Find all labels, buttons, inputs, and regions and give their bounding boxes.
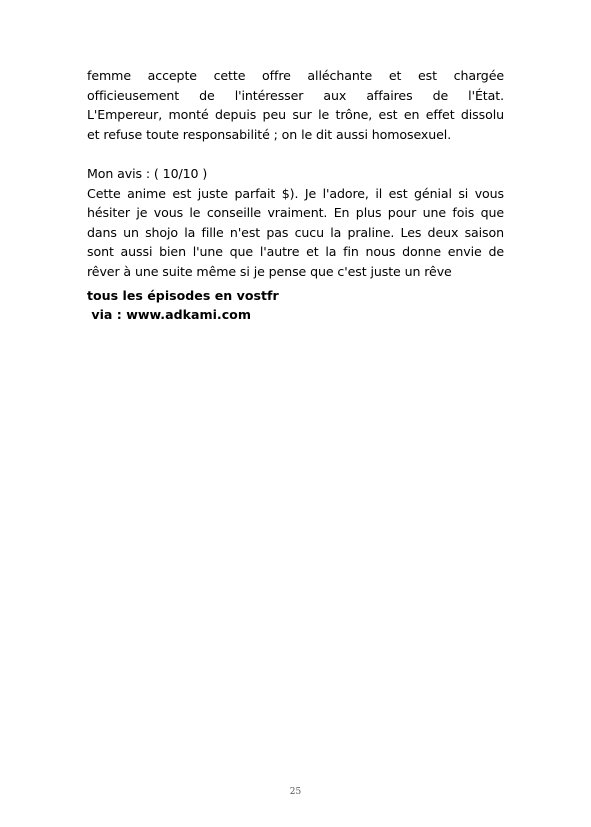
- synopsis-line: et refuse toute responsabilité ; on le dit aussi homosexuel.: [87, 126, 452, 142]
- page-content: [87, 66, 504, 325]
- opinion-line: hésiter je vous le conseille vraiment. En plus pour une fois que: [87, 205, 504, 221]
- source-link-line[interactable]: via : www.adkami.com: [87, 307, 251, 323]
- synopsis-line: femme accepte cette offre alléchante et est chargée: [87, 68, 504, 83]
- paragraph-spacer: [87, 144, 504, 164]
- opinion-line: sont aussi bien l'une que l'autre et la fin nous donne envie de: [87, 244, 504, 260]
- episodes-line: tous les épisodes en vostfr: [87, 287, 279, 303]
- synopsis-line: L'Empereur, monté depuis peu sur le trône, est en effet dissolu: [87, 107, 504, 123]
- synopsis-paragraph: [87, 66, 504, 144]
- page-number: 25: [289, 787, 302, 797]
- synopsis-line: officieusement de l'intéresser aux affaires de l'État.: [87, 87, 504, 103]
- opinion-line: dans un shojo la fille n'est pas cucu la praline. Les deux saison: [87, 224, 504, 240]
- episodes-block: [87, 286, 504, 325]
- opinion-section: [87, 164, 504, 282]
- opinion-line: Cette anime est juste parfait $). Je l'adore, il est génial si vous: [87, 185, 504, 201]
- opinion-line: rêver à une suite même si je pense que c'est juste un rêve: [87, 263, 452, 279]
- opinion-heading: Mon avis : ( 10/10 ): [87, 165, 208, 181]
